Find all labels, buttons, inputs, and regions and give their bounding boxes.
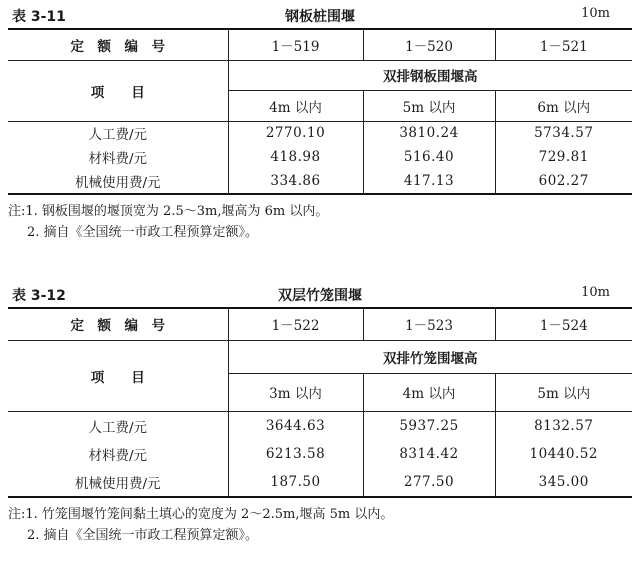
quota-code-row <box>8 308 632 340</box>
quota-table <box>8 28 632 195</box>
group-header: 双排钢板围堰高 <box>228 60 632 90</box>
note-line: 2. 摘自《全国统一市政工程预算定额》。 <box>27 528 259 543</box>
table-unit: 10m <box>581 285 610 300</box>
row-value: 345.00 <box>495 467 632 497</box>
group-header: 双排竹笼围堰高 <box>228 340 632 373</box>
group-header-row <box>8 60 632 90</box>
sub-header: 3m 以内 <box>228 373 363 411</box>
table-row <box>8 169 632 194</box>
row-value: 602.27 <box>495 169 632 194</box>
table-caption <box>8 2 632 28</box>
quota-code: 1－521 <box>495 29 632 60</box>
note-line: 注:1. 竹笼围堰竹笼间黏土填心的宽度为 2～2.5m,堰高 5m 以内。 <box>8 507 394 522</box>
row-value: 2770.10 <box>228 121 363 145</box>
row-value: 6213.58 <box>228 440 363 467</box>
row-value: 334.86 <box>228 169 363 194</box>
row-name: 机械使用费/元 <box>74 175 161 191</box>
item-label: 项 目 <box>8 340 228 411</box>
table-unit: 10m <box>581 6 610 21</box>
row-value: 8132.57 <box>495 411 632 440</box>
note-line: 2. 摘自《全国统一市政工程预算定额》。 <box>27 225 259 240</box>
table-block-3-11 <box>8 2 632 243</box>
row-name: 机械使用费/元 <box>74 475 161 492</box>
sub-header: 5m 以内 <box>363 90 495 121</box>
row-value: 10440.52 <box>495 440 632 467</box>
quota-code: 1－523 <box>363 308 495 340</box>
quota-code: 1－520 <box>363 29 495 60</box>
quota-label: 定 额 编 号 <box>8 29 228 60</box>
table-notes <box>8 498 632 546</box>
quota-label: 定 额 编 号 <box>8 308 228 340</box>
row-value: 516.40 <box>363 145 495 169</box>
note-line: 注:1. 钢板围堰的堰顶宽为 2.5～3m,堰高为 6m 以内。 <box>8 204 329 219</box>
table-row <box>8 145 632 169</box>
row-value: 5937.25 <box>363 411 495 440</box>
table-notes <box>8 195 632 243</box>
sub-header: 6m 以内 <box>495 90 632 121</box>
table-number: 表 3-12 <box>12 288 66 304</box>
row-name: 材料费/元 <box>88 447 148 464</box>
table-row <box>8 121 632 145</box>
row-value: 8314.42 <box>363 440 495 467</box>
row-value: 417.13 <box>363 169 495 194</box>
table-title: 钢板桩围堰 <box>285 9 355 25</box>
table-block-3-12 <box>8 281 632 546</box>
group-header-row <box>8 340 632 373</box>
table-caption <box>8 281 632 307</box>
row-value: 729.81 <box>495 145 632 169</box>
sub-header: 4m 以内 <box>228 90 363 121</box>
row-value: 187.50 <box>228 467 363 497</box>
table-number: 表 3-11 <box>12 9 66 25</box>
quota-code-row <box>8 29 632 60</box>
quota-code: 1－519 <box>228 29 363 60</box>
table-row <box>8 467 632 497</box>
quota-table <box>8 307 632 498</box>
sub-header: 4m 以内 <box>363 373 495 411</box>
table-row <box>8 411 632 440</box>
row-value: 277.50 <box>363 467 495 497</box>
quota-code: 1－524 <box>495 308 632 340</box>
row-name: 材料费/元 <box>88 151 148 167</box>
row-value: 3644.63 <box>228 411 363 440</box>
table-title: 双层竹笼围堰 <box>278 288 362 304</box>
item-label: 项 目 <box>8 60 228 121</box>
row-value: 3810.24 <box>363 121 495 145</box>
row-value: 5734.57 <box>495 121 632 145</box>
row-value: 418.98 <box>228 145 363 169</box>
table-row <box>8 440 632 467</box>
quota-code: 1－522 <box>228 308 363 340</box>
row-name: 人工费/元 <box>88 419 148 436</box>
row-name: 人工费/元 <box>88 127 148 144</box>
sub-header: 5m 以内 <box>495 373 632 411</box>
